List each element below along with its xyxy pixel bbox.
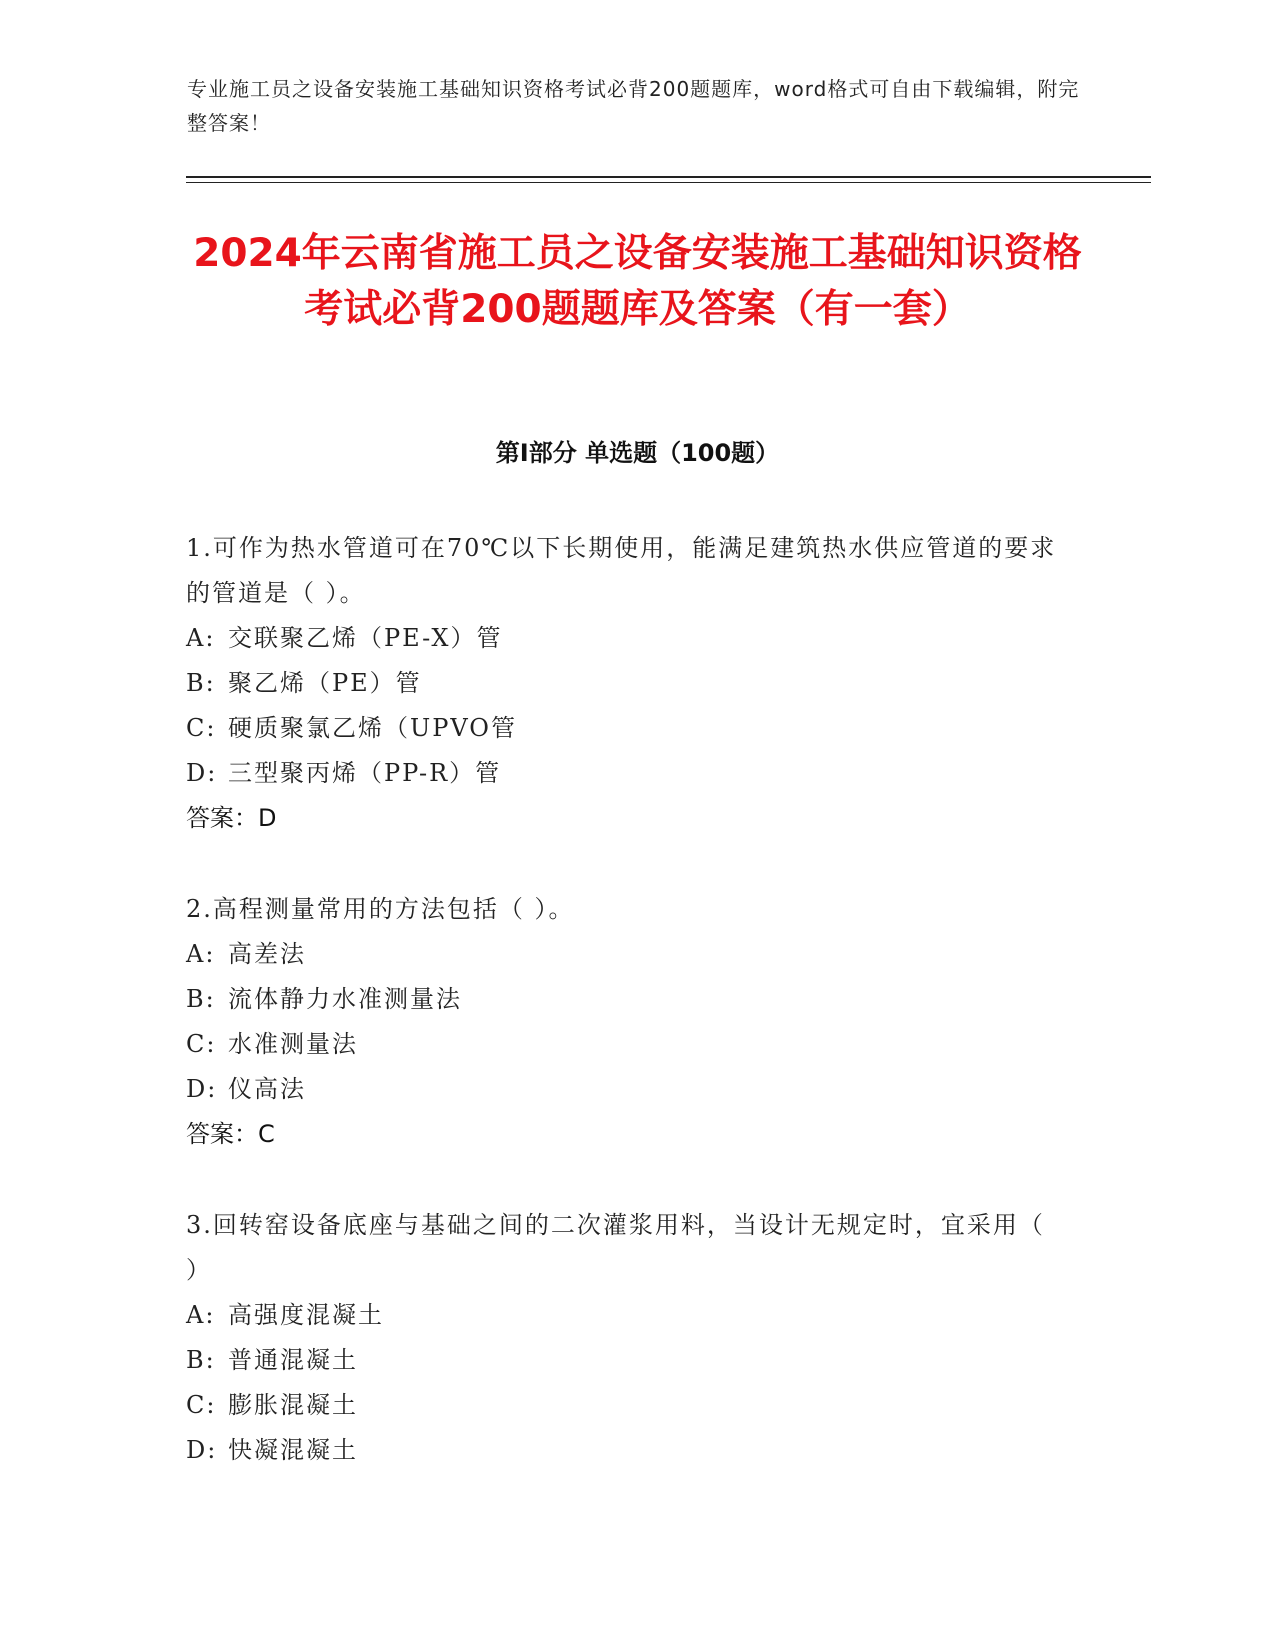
question-2 xyxy=(186,887,1066,1157)
option-letter: A: xyxy=(186,624,216,652)
option-text: 聚乙烯（PE）管 xyxy=(228,669,422,697)
option-text: 硬质聚氯乙烯（UPVO管 xyxy=(228,714,517,742)
option-text: 三型聚丙烯（PP-R）管 xyxy=(228,759,502,787)
header-divider-thick xyxy=(186,176,1151,178)
option-text: 快凝混凝土 xyxy=(228,1436,358,1464)
question-stem: 2.高程测量常用的方法包括（ ）。 xyxy=(186,895,575,923)
option-c xyxy=(186,1383,1066,1428)
option-letter: B: xyxy=(186,669,216,697)
option-letter: A: xyxy=(186,940,216,968)
option-letter: C: xyxy=(186,1030,217,1058)
option-letter: C: xyxy=(186,714,217,742)
option-a xyxy=(186,1293,1066,1338)
option-letter: D: xyxy=(186,1436,218,1464)
question-list xyxy=(186,526,1066,1519)
header-note: 专业施工员之设备安装施工基础知识资格考试必背200题题库，word格式可自由下载编辑，附完整答案！ xyxy=(187,77,1080,135)
option-text: 高差法 xyxy=(228,940,306,968)
option-b xyxy=(186,661,1066,706)
option-b xyxy=(186,1338,1066,1383)
option-letter: A: xyxy=(186,1301,216,1329)
answer-line: 答案：D xyxy=(186,804,277,832)
section-heading: 第Ⅰ部分 单选题（100题） xyxy=(495,439,780,467)
header-divider-thin xyxy=(186,182,1151,183)
option-d xyxy=(186,1067,1066,1112)
option-letter: D: xyxy=(186,1075,218,1103)
option-text: 普通混凝土 xyxy=(228,1346,358,1374)
answer-line: 答案：C xyxy=(186,1120,275,1148)
option-letter: C: xyxy=(186,1391,217,1419)
option-text: 膨胀混凝土 xyxy=(228,1391,358,1419)
option-text: 高强度混凝土 xyxy=(228,1301,384,1329)
option-text: 仪高法 xyxy=(228,1075,306,1103)
option-letter: B: xyxy=(186,985,216,1013)
question-stem: 3.回转窑设备底座与基础之间的二次灌浆用料，当设计无规定时，宜采用（ ） xyxy=(186,1211,1045,1284)
question-1 xyxy=(186,526,1066,841)
question-stem: 1.可作为热水管道可在70℃以下长期使用，能满足建筑热水供应管道的要求的管道是（ ）。 xyxy=(186,534,1057,607)
option-d xyxy=(186,751,1066,796)
option-c xyxy=(186,1022,1066,1067)
option-a xyxy=(186,616,1066,661)
option-text: 流体静力水准测量法 xyxy=(228,985,462,1013)
option-b xyxy=(186,977,1066,1022)
question-3 xyxy=(186,1203,1066,1473)
option-letter: D: xyxy=(186,759,218,787)
option-letter: B: xyxy=(186,1346,216,1374)
option-text: 水准测量法 xyxy=(228,1030,358,1058)
option-a xyxy=(186,932,1066,977)
option-c xyxy=(186,706,1066,751)
option-d xyxy=(186,1428,1066,1473)
document-title: 2024年云南省施工员之设备安装施工基础知识资格考试必背200题题库及答案（有一套） xyxy=(193,231,1082,332)
option-text: 交联聚乙烯（PE-X）管 xyxy=(228,624,503,652)
